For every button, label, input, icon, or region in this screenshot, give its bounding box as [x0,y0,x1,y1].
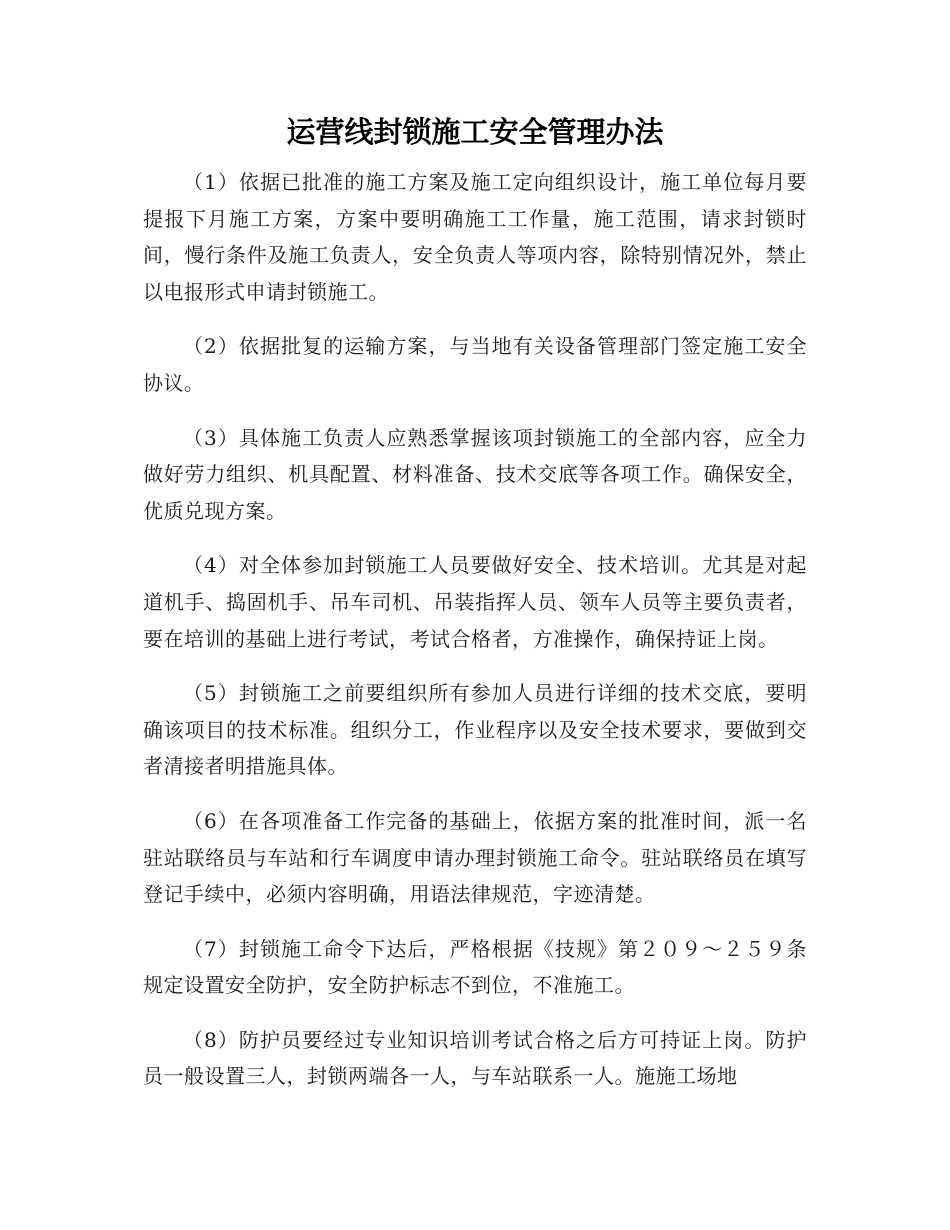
document-title: 运营线封锁施工安全管理办法 [286,115,664,149]
paragraph-8: （8）防护员要经过专业知识培训考试合格之后方可持证上岗。防护员一般设置三人，封锁两端各一人，与车站联系一人。施施工场地 [143,1027,807,1089]
paragraph-3: （3）具体施工负责人应熟悉掌握该项封锁施工的全部内容，应全力做好劳力组织、机具配置、材料准备、技术交底等各项工作。确保安全，优质兑现方案。 [143,425,807,523]
paragraph-4: （4）对全体参加封锁施工人员要做好安全、技术培训。尤其是对起道机手、捣固机手、吊车司机、吊装指挥人员、领车人员等主要负责者，要在培训的基础上进行考试，考试合格者，方准操作，确保持证上岗。 [143,553,807,651]
paragraph-1: （1）依据已批准的施工方案及施工定向组织设计，施工单位每月要提报下月施工方案，方案中要明确施工工作量，施工范围，请求封锁时间，慢行条件及施工负责人，安全负责人等项内容，除特别情况外，禁止以电报形式申请封锁施工。 [143,170,807,304]
paragraph-6: （6）在各项准备工作完备的基础上，依据方案的批准时间，派一名驻站联络员与车站和行车调度申请办理封锁施工命令。驻站联络员在填写登记手续中，必须内容明确，用语法律规范，字迹清楚。 [143,808,807,907]
document-body [143,164,807,1113]
paragraph-2: （2）依据批复的运输方案，与当地有关设备管理部门签定施工安全协议。 [143,334,807,395]
paragraph-7: （7）封锁施工命令下达后，严格根据《技规》第２０９～２５９条规定设置安全防护，安全防护标志不到位，不准施工。 [143,936,807,998]
paragraph-5: （5）封锁施工之前要组织所有参加人员进行详细的技术交底，要明确该项目的技术标准。组织分工，作业程序以及安全技术要求，要做到交者清接者明措施具体。 [143,681,807,779]
